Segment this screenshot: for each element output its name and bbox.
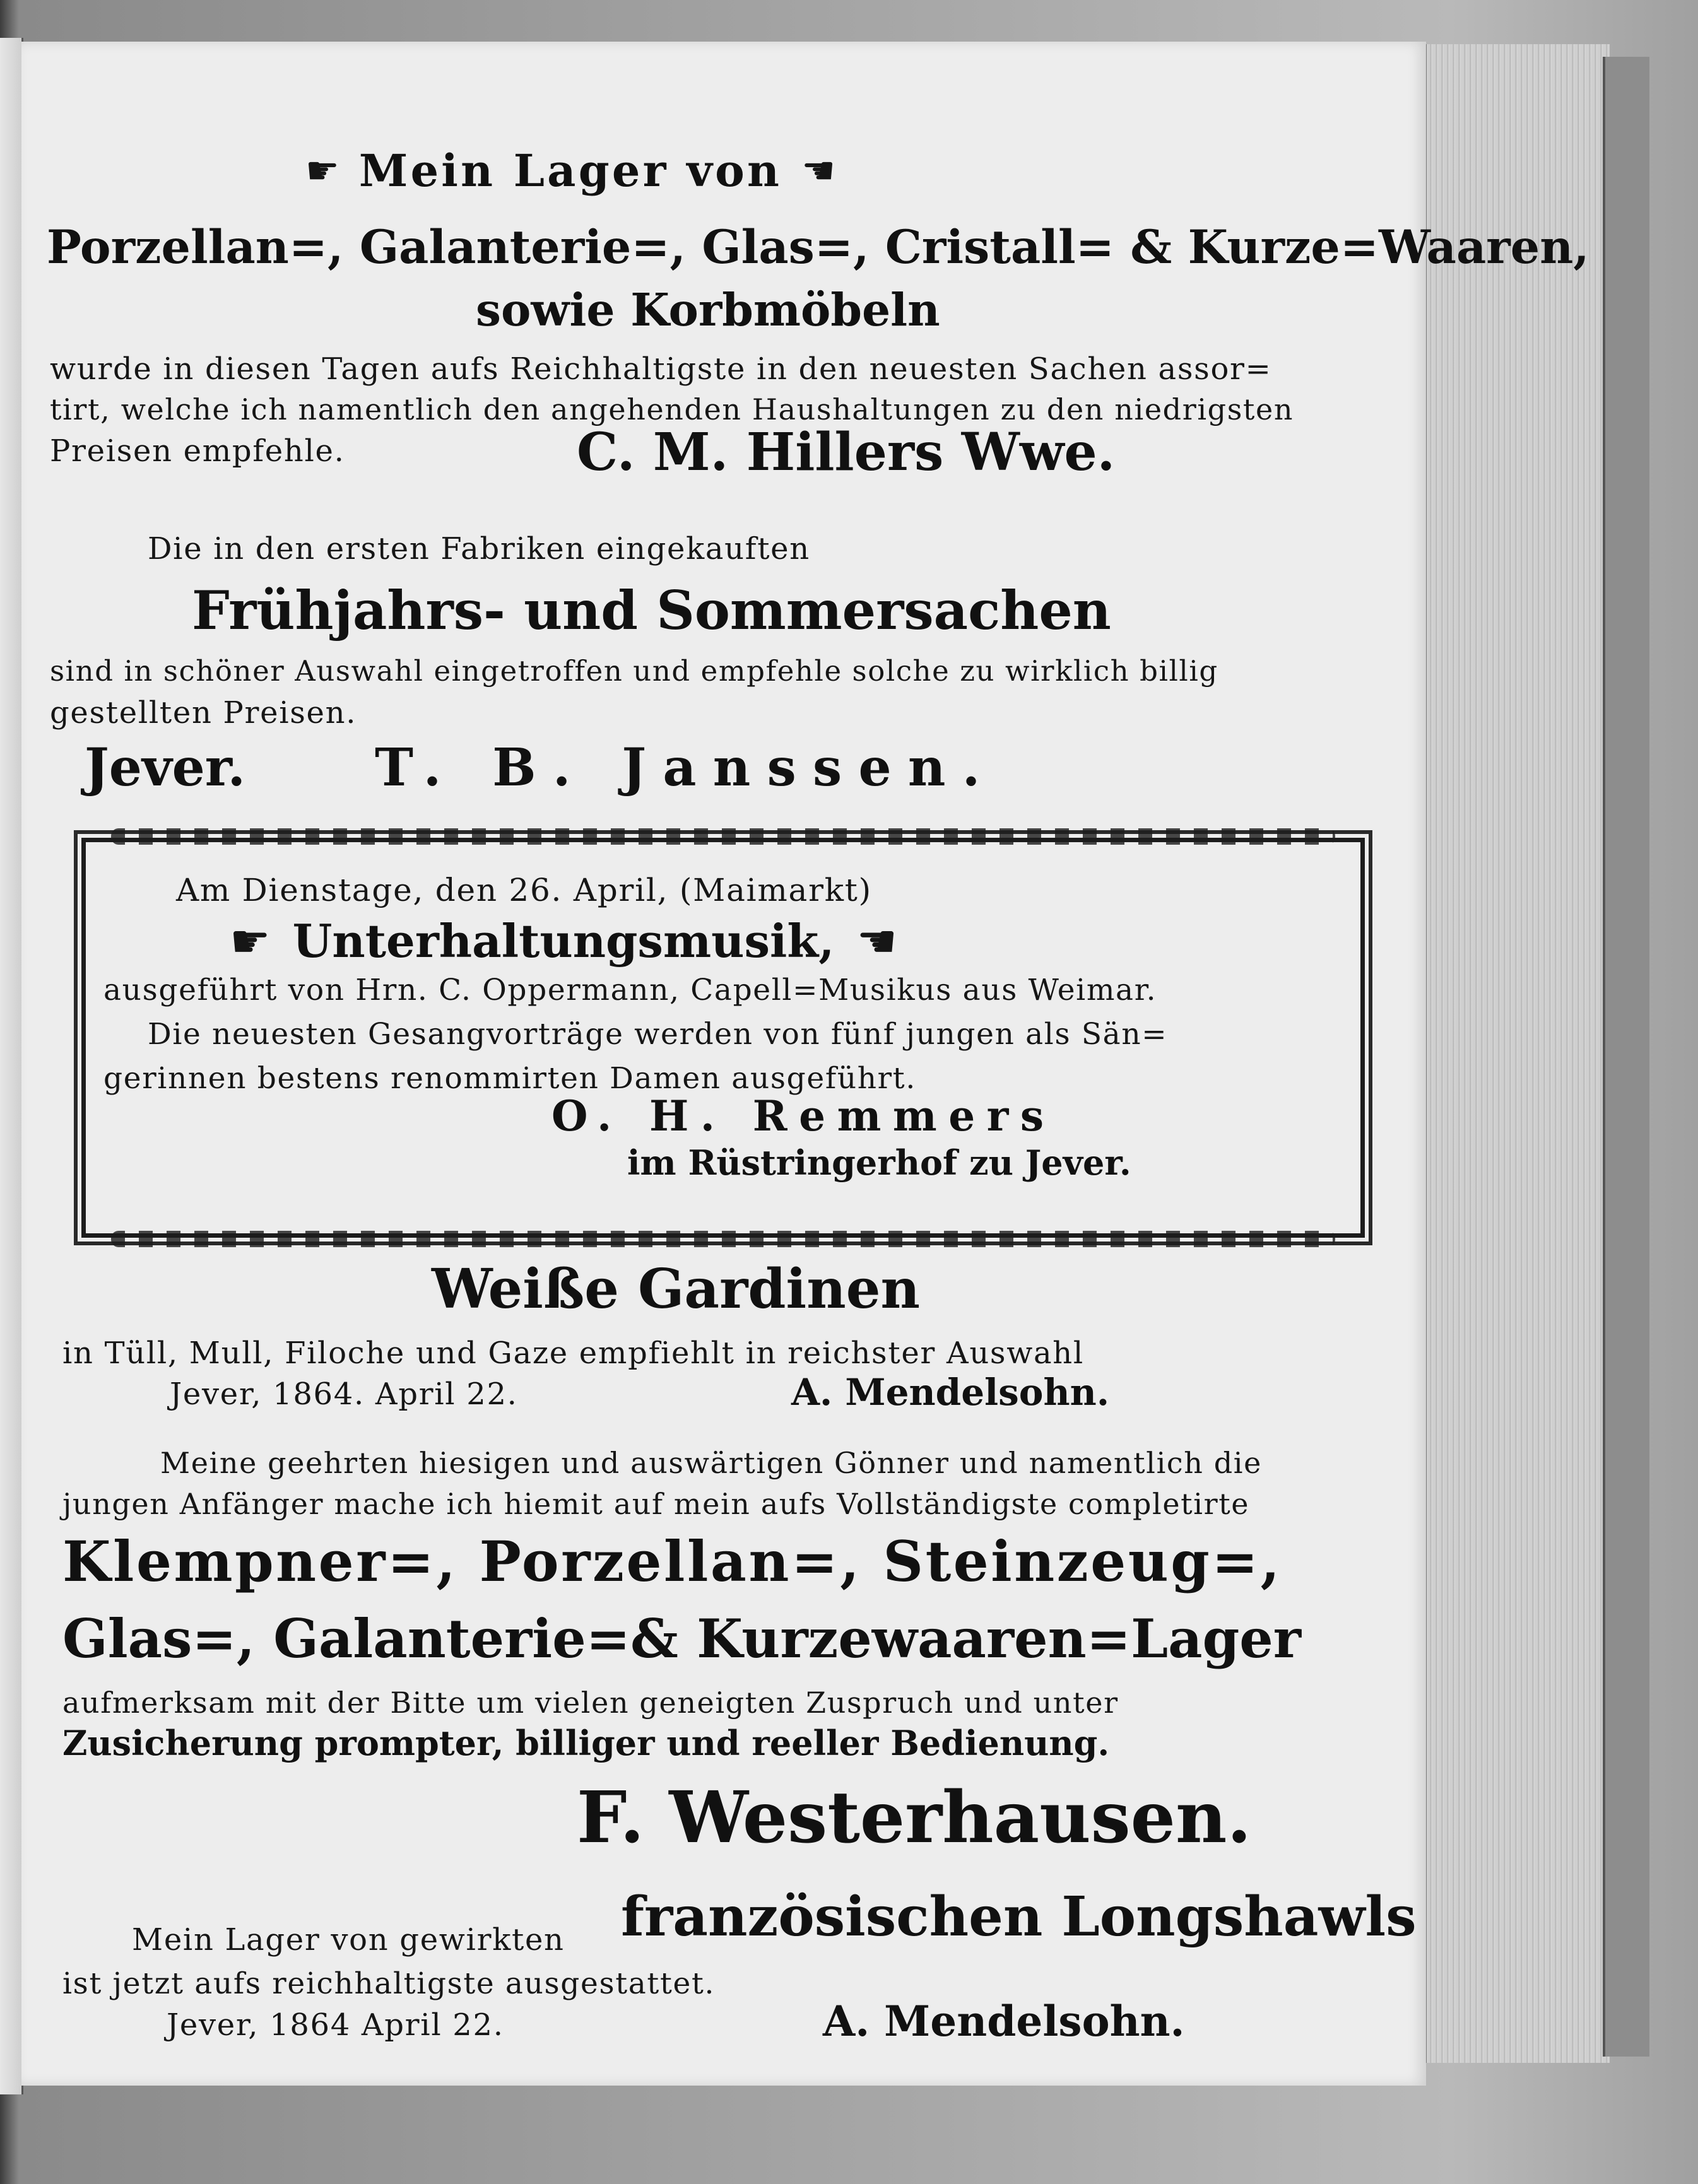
ad2-place: Jever. [85, 737, 246, 798]
ad3-headline-row [230, 914, 897, 968]
left-page-edge [0, 38, 23, 2094]
newspaper-page [21, 42, 1589, 2086]
ad5-signature: F. Westerhausen. [577, 1776, 1252, 1859]
ad1-body-line2: tirt, welche ich namentlich den angehenden Haushaltungen zu den niedrigsten [50, 392, 1294, 426]
frame-bottom-ornament [111, 1231, 1335, 1247]
pointing-hand-right-icon: ☛ [230, 915, 271, 968]
ad4-headline: Weiße Gardinen [432, 1257, 920, 1321]
ad6-body-line1: Mein Lager von gewirkten [132, 1922, 565, 1958]
ad5-headline-line1: Klempner=, Porzellan=, Steinzeug=, [62, 1529, 1282, 1594]
page-stack-edge [1425, 44, 1610, 2063]
ad1-products-line1: Porzellan=, Galanterie=, Glas=, Cristall= & Kurze=Waaren, [47, 220, 1589, 274]
ad2-intro: Die in den ersten Fabriken eingekauften [148, 531, 810, 567]
pointing-hand-left-icon: ☚ [856, 915, 897, 968]
ad1-body-line1: wurde in diesen Tagen aufs Reichhaltigste in den neuesten Sachen assor= [50, 351, 1272, 387]
ad5-headline-line2: Glas=, Galanterie=& Kurzewaaren=Lager [62, 1607, 1302, 1670]
book-cover-edge [1603, 57, 1649, 2057]
ad3-body-line2: Die neuesten Gesangvorträge werden von fünf jungen als Sän= [148, 1017, 1168, 1052]
ad6-signature: A. Mendelsohn. [823, 1997, 1185, 2046]
ad3-venue: im Rüstringerhof zu Jever. [627, 1142, 1131, 1183]
ad2-body-line1: sind in schöner Auswahl eingetroffen und empfehle solche zu wirklich billig [50, 654, 1218, 688]
ad3-headline: Unterhaltungsmusik, [292, 914, 835, 968]
ad3-body-line3: gerinnen bestens renommirten Damen ausgeführt. [103, 1061, 916, 1096]
frame-top-ornament [111, 828, 1335, 845]
pointing-hand-right-icon: ☛ [305, 149, 339, 193]
ad5-body-line1: aufmerksam mit der Bitte um vielen geneigten Zuspruch und unter [62, 1686, 1119, 1720]
ad2-headline: Frühjahrs- und Sommersachen [192, 579, 1111, 642]
ad1-signature: C. M. Hillers Wwe. [577, 422, 1116, 483]
ad3-body-line1: ausgeführt von Hrn. C. Oppermann, Capell=Musikus aus Weimar. [103, 973, 1157, 1007]
ad1-body-line3: Preisen empfehle. [50, 433, 345, 469]
ad4-dateline: Jever, 1864. April 22. [170, 1377, 518, 1412]
ad6-body-line2: ist jetzt aufs reichhaltigste ausgestattet. [62, 1966, 716, 2001]
ad3-date-line: Am Dienstage, den 26. April, (Maimarkt) [176, 872, 872, 908]
ad2-signature: T. B. Janssen. [375, 737, 997, 798]
ad6-dateline: Jever, 1864 April 22. [167, 2007, 504, 2043]
ad1-headline-row [305, 144, 836, 197]
ad5-body-line2: Zusicherung prompter, billiger und reeller Bedienung. [62, 1723, 1110, 1763]
ad1-headline: Mein Lager von [358, 144, 782, 197]
ad5-intro-line1: Meine geehrten hiesigen und auswärtigen Gönner und namentlich die [160, 1446, 1262, 1480]
ad4-signature: A. Mendelsohn. [791, 1371, 1110, 1414]
ad3-signature: O. H. Remmers [551, 1091, 1056, 1141]
ad4-body-line1: in Tüll, Mull, Filoche und Gaze empfiehlt in reichster Auswahl [62, 1336, 1084, 1371]
ad5-intro-line2: jungen Anfänger mache ich hiemit auf mein aufs Vollständigste completirte [62, 1487, 1250, 1521]
ad2-body-line2: gestellten Preisen. [50, 695, 357, 731]
ad1-products-line2: sowie Korbmöbeln [476, 283, 940, 336]
pointing-hand-left-icon: ☚ [801, 149, 836, 193]
ad6-headline: französischen Longshawls [621, 1885, 1417, 1949]
